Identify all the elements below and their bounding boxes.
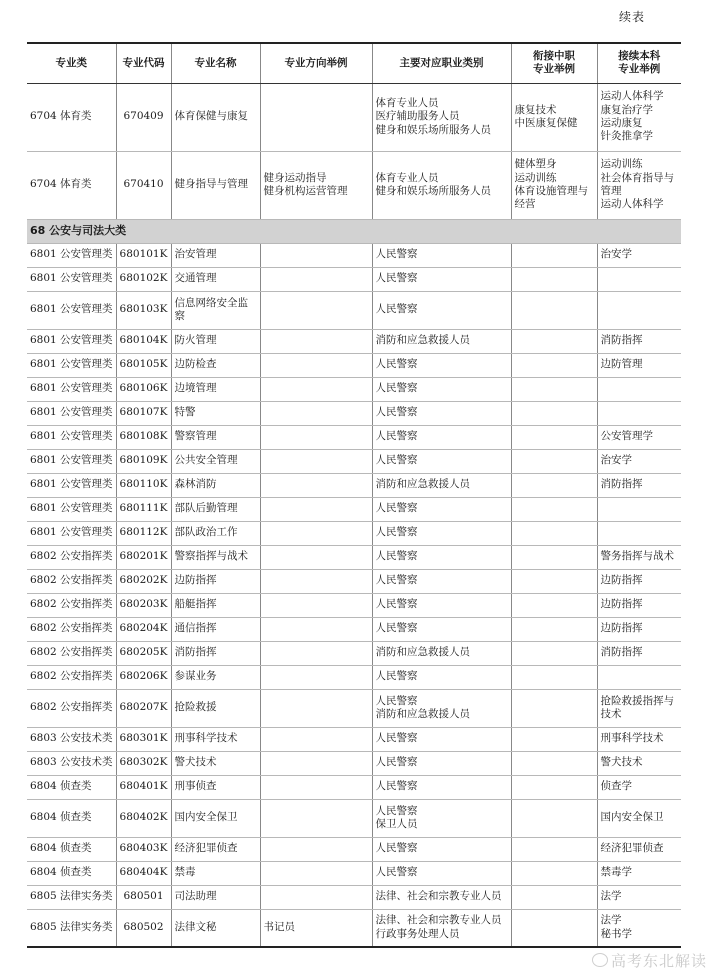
category-cell: 6802 公安指挥类 (27, 617, 116, 641)
code-cell: 680102K (116, 267, 171, 291)
code-cell: 680104K (116, 329, 171, 353)
occupation-cell: 人民警察 (372, 291, 511, 329)
code-cell: 680110K (116, 473, 171, 497)
code-cell: 680107K (116, 401, 171, 425)
category-cell: 6802 公安指挥类 (27, 593, 116, 617)
name-cell: 体育保健与康复 (171, 83, 260, 151)
secondary-cell (511, 353, 597, 377)
undergrad-cell: 边防管理 (597, 353, 681, 377)
occupation-cell: 人民警察 (372, 837, 511, 861)
code-cell: 680203K (116, 593, 171, 617)
category-cell: 6804 侦查类 (27, 799, 116, 837)
code-cell: 680111K (116, 497, 171, 521)
column-header: 衔接中职 专业举例 (511, 43, 597, 83)
category-cell: 6805 法律实务类 (27, 909, 116, 947)
direction-cell (260, 521, 372, 545)
name-cell: 健身指导与管理 (171, 151, 260, 219)
code-cell: 680403K (116, 837, 171, 861)
undergrad-cell: 运动人体科学 康复治疗学 运动康复 针灸推拿学 (597, 83, 681, 151)
name-cell: 通信指挥 (171, 617, 260, 641)
occupation-cell: 消防和应急救援人员 (372, 641, 511, 665)
table-row (27, 775, 681, 799)
secondary-cell (511, 861, 597, 885)
category-cell: 6704 体育类 (27, 83, 116, 151)
direction-cell (260, 751, 372, 775)
category-cell: 6801 公安管理类 (27, 329, 116, 353)
occupation-cell: 体育专业人员 健身和娱乐场所服务人员 (372, 151, 511, 219)
undergrad-cell: 法学 (597, 885, 681, 909)
occupation-cell: 法律、社会和宗教专业人员 行政事务处理人员 (372, 909, 511, 947)
occupation-cell: 消防和应急救援人员 (372, 329, 511, 353)
code-cell: 680205K (116, 641, 171, 665)
undergrad-cell: 抢险救援指挥与 技术 (597, 689, 681, 727)
undergrad-cell (597, 267, 681, 291)
category-cell: 6801 公安管理类 (27, 449, 116, 473)
category-cell: 6801 公安管理类 (27, 425, 116, 449)
undergrad-cell (597, 401, 681, 425)
name-cell: 特警 (171, 401, 260, 425)
category-cell: 6801 公安管理类 (27, 267, 116, 291)
code-cell: 680401K (116, 775, 171, 799)
table-row (27, 353, 681, 377)
secondary-cell (511, 689, 597, 727)
occupation-cell: 人民警察 (372, 665, 511, 689)
undergrad-cell (597, 521, 681, 545)
name-cell: 抢险救援 (171, 689, 260, 727)
table-row (27, 909, 681, 947)
category-cell: 6804 侦查类 (27, 861, 116, 885)
category-cell: 6801 公安管理类 (27, 521, 116, 545)
code-cell: 680103K (116, 291, 171, 329)
undergrad-cell: 边防指挥 (597, 617, 681, 641)
table-row (27, 799, 681, 837)
code-cell: 680105K (116, 353, 171, 377)
occupation-cell: 人民警察 (372, 751, 511, 775)
direction-cell (260, 617, 372, 641)
occupation-cell: 人民警察 (372, 617, 511, 641)
table-header (27, 43, 681, 83)
direction-cell (260, 267, 372, 291)
name-cell: 经济犯罪侦查 (171, 837, 260, 861)
secondary-cell (511, 775, 597, 799)
table-row (27, 861, 681, 885)
category-cell: 6802 公安指挥类 (27, 641, 116, 665)
direction-cell: 书记员 (260, 909, 372, 947)
category-cell: 6802 公安指挥类 (27, 689, 116, 727)
category-row (27, 219, 681, 243)
category-cell: 6802 公安指挥类 (27, 569, 116, 593)
undergrad-cell: 刑事科学技术 (597, 727, 681, 751)
occupation-cell: 人民警察 (372, 449, 511, 473)
table-row (27, 329, 681, 353)
table-row (27, 617, 681, 641)
category-cell: 6802 公安指挥类 (27, 665, 116, 689)
category-cell: 6801 公安管理类 (27, 377, 116, 401)
code-cell: 680112K (116, 521, 171, 545)
table-row (27, 751, 681, 775)
code-cell: 670409 (116, 83, 171, 151)
secondary-cell (511, 665, 597, 689)
secondary-cell (511, 799, 597, 837)
occupation-cell: 人民警察 (372, 593, 511, 617)
table-row (27, 151, 681, 219)
secondary-cell (511, 727, 597, 751)
table-row (27, 377, 681, 401)
occupation-cell: 人民警察 保卫人员 (372, 799, 511, 837)
name-cell: 警察管理 (171, 425, 260, 449)
code-cell: 680301K (116, 727, 171, 751)
direction-cell (260, 689, 372, 727)
secondary-cell (511, 569, 597, 593)
undergrad-cell (597, 665, 681, 689)
undergrad-cell: 消防指挥 (597, 641, 681, 665)
continued-label: 续表 (618, 10, 645, 24)
table-row (27, 291, 681, 329)
name-cell: 边防检查 (171, 353, 260, 377)
undergrad-cell: 警犬技术 (597, 751, 681, 775)
watermark (592, 950, 707, 971)
direction-cell (260, 377, 372, 401)
undergrad-cell: 经济犯罪侦查 (597, 837, 681, 861)
column-header: 专业代码 (116, 43, 171, 83)
table-row (27, 449, 681, 473)
name-cell: 警察指挥与战术 (171, 545, 260, 569)
occupation-cell: 消防和应急救援人员 (372, 473, 511, 497)
occupation-cell: 人民警察 (372, 727, 511, 751)
occupation-cell: 人民警察 (372, 377, 511, 401)
secondary-cell (511, 593, 597, 617)
code-cell: 680302K (116, 751, 171, 775)
undergrad-cell: 公安管理学 (597, 425, 681, 449)
direction-cell (260, 449, 372, 473)
table-row (27, 885, 681, 909)
secondary-cell (511, 291, 597, 329)
secondary-cell (511, 267, 597, 291)
secondary-cell (511, 751, 597, 775)
name-cell: 禁毒 (171, 861, 260, 885)
category-cell: 6801 公安管理类 (27, 243, 116, 267)
table-row (27, 473, 681, 497)
code-cell: 680206K (116, 665, 171, 689)
code-cell: 680402K (116, 799, 171, 837)
code-cell: 680502 (116, 909, 171, 947)
code-cell: 680501 (116, 885, 171, 909)
occupation-cell: 人民警察 消防和应急救援人员 (372, 689, 511, 727)
secondary-cell (511, 909, 597, 947)
direction-cell (260, 243, 372, 267)
secondary-cell (511, 885, 597, 909)
code-cell: 670410 (116, 151, 171, 219)
direction-cell (260, 353, 372, 377)
occupation-cell: 人民警察 (372, 425, 511, 449)
secondary-cell (511, 521, 597, 545)
undergrad-cell: 治安学 (597, 449, 681, 473)
direction-cell (260, 291, 372, 329)
name-cell: 司法助理 (171, 885, 260, 909)
occupation-cell: 人民警察 (372, 243, 511, 267)
code-cell: 680108K (116, 425, 171, 449)
name-cell: 国内安全保卫 (171, 799, 260, 837)
direction-cell (260, 545, 372, 569)
undergrad-cell: 消防指挥 (597, 473, 681, 497)
name-cell: 边防指挥 (171, 569, 260, 593)
occupation-cell: 人民警察 (372, 521, 511, 545)
direction-cell (260, 569, 372, 593)
undergrad-cell: 边防指挥 (597, 593, 681, 617)
name-cell: 边境管理 (171, 377, 260, 401)
secondary-cell (511, 329, 597, 353)
occupation-cell: 人民警察 (372, 267, 511, 291)
undergrad-cell: 侦查学 (597, 775, 681, 799)
occupation-cell: 人民警察 (372, 401, 511, 425)
name-cell: 船艇指挥 (171, 593, 260, 617)
table-row (27, 521, 681, 545)
category-cell: 6801 公安管理类 (27, 401, 116, 425)
direction-cell (260, 837, 372, 861)
occupation-cell: 人民警察 (372, 497, 511, 521)
undergrad-cell: 法学 秘书学 (597, 909, 681, 947)
undergrad-cell (597, 377, 681, 401)
code-cell: 680109K (116, 449, 171, 473)
direction-cell (260, 775, 372, 799)
direction-cell (260, 727, 372, 751)
table-row (27, 593, 681, 617)
name-cell: 警犬技术 (171, 751, 260, 775)
direction-cell (260, 665, 372, 689)
name-cell: 公共安全管理 (171, 449, 260, 473)
category-cell: 6804 侦查类 (27, 837, 116, 861)
table-row (27, 837, 681, 861)
secondary-cell (511, 243, 597, 267)
undergrad-cell: 消防指挥 (597, 329, 681, 353)
table-row (27, 665, 681, 689)
name-cell: 部队政治工作 (171, 521, 260, 545)
secondary-cell (511, 837, 597, 861)
code-cell: 680201K (116, 545, 171, 569)
name-cell: 消防指挥 (171, 641, 260, 665)
secondary-cell: 康复技术 中医康复保健 (511, 83, 597, 151)
occupation-cell: 体育专业人员 医疗辅助服务人员 健身和娱乐场所服务人员 (372, 83, 511, 151)
undergrad-cell (597, 497, 681, 521)
secondary-cell (511, 401, 597, 425)
name-cell: 交通管理 (171, 267, 260, 291)
table-row (27, 497, 681, 521)
table-row (27, 243, 681, 267)
undergrad-cell: 警务指挥与战术 (597, 545, 681, 569)
code-cell: 680202K (116, 569, 171, 593)
column-header: 主要对应职业类别 (372, 43, 511, 83)
table-row (27, 727, 681, 751)
wechat-icon (592, 953, 608, 967)
category-cell: 6704 体育类 (27, 151, 116, 219)
name-cell: 信息网络安全监 察 (171, 291, 260, 329)
occupation-cell: 人民警察 (372, 861, 511, 885)
watermark-text: 高考东北解读 (610, 952, 707, 970)
direction-cell (260, 473, 372, 497)
category-cell: 6803 公安技术类 (27, 727, 116, 751)
category-cell: 6801 公安管理类 (27, 353, 116, 377)
code-cell: 680101K (116, 243, 171, 267)
direction-cell (260, 799, 372, 837)
secondary-cell (511, 425, 597, 449)
direction-cell (260, 329, 372, 353)
undergrad-cell: 运动训练 社会体育指导与 管理 运动人体科学 (597, 151, 681, 219)
occupation-cell: 人民警察 (372, 545, 511, 569)
direction-cell (260, 593, 372, 617)
category-cell: 6802 公安指挥类 (27, 545, 116, 569)
undergrad-cell: 治安学 (597, 243, 681, 267)
secondary-cell (511, 473, 597, 497)
table-row (27, 689, 681, 727)
direction-cell (260, 497, 372, 521)
direction-cell (260, 401, 372, 425)
name-cell: 刑事科学技术 (171, 727, 260, 751)
secondary-cell (511, 641, 597, 665)
table-row (27, 83, 681, 151)
occupation-cell: 人民警察 (372, 353, 511, 377)
name-cell: 部队后勤管理 (171, 497, 260, 521)
category-label: 68 公安与司法大类 (27, 219, 681, 243)
occupation-cell: 法律、社会和宗教专业人员 (372, 885, 511, 909)
table-row (27, 425, 681, 449)
column-header: 专业方向举例 (260, 43, 372, 83)
name-cell: 法律文秘 (171, 909, 260, 947)
code-cell: 680404K (116, 861, 171, 885)
secondary-cell (511, 377, 597, 401)
name-cell: 参谋业务 (171, 665, 260, 689)
undergrad-cell: 国内安全保卫 (597, 799, 681, 837)
code-cell: 680207K (116, 689, 171, 727)
occupation-cell: 人民警察 (372, 775, 511, 799)
code-cell: 680204K (116, 617, 171, 641)
major-catalog-table (27, 42, 681, 948)
table-body (27, 83, 681, 947)
table-row (27, 401, 681, 425)
direction-cell (260, 885, 372, 909)
occupation-cell: 人民警察 (372, 569, 511, 593)
secondary-cell (511, 617, 597, 641)
secondary-cell: 健体塑身 运动训练 体育设施管理与 经营 (511, 151, 597, 219)
table-row (27, 569, 681, 593)
category-cell: 6805 法律实务类 (27, 885, 116, 909)
category-cell: 6803 公安技术类 (27, 751, 116, 775)
category-cell: 6804 侦查类 (27, 775, 116, 799)
name-cell: 森林消防 (171, 473, 260, 497)
column-header: 接续本科 专业举例 (597, 43, 681, 83)
direction-cell (260, 861, 372, 885)
table-row (27, 545, 681, 569)
header-row (27, 43, 681, 83)
direction-cell (260, 83, 372, 151)
undergrad-cell: 边防指挥 (597, 569, 681, 593)
undergrad-cell: 禁毒学 (597, 861, 681, 885)
secondary-cell (511, 545, 597, 569)
direction-cell: 健身运动指导 健身机构运营管理 (260, 151, 372, 219)
name-cell: 治安管理 (171, 243, 260, 267)
category-cell: 6801 公安管理类 (27, 291, 116, 329)
column-header: 专业类 (27, 43, 116, 83)
secondary-cell (511, 497, 597, 521)
table-row (27, 641, 681, 665)
table-row (27, 267, 681, 291)
undergrad-cell (597, 291, 681, 329)
name-cell: 防火管理 (171, 329, 260, 353)
column-header: 专业名称 (171, 43, 260, 83)
direction-cell (260, 641, 372, 665)
direction-cell (260, 425, 372, 449)
name-cell: 刑事侦查 (171, 775, 260, 799)
code-cell: 680106K (116, 377, 171, 401)
secondary-cell (511, 449, 597, 473)
category-cell: 6801 公安管理类 (27, 497, 116, 521)
category-cell: 6801 公安管理类 (27, 473, 116, 497)
